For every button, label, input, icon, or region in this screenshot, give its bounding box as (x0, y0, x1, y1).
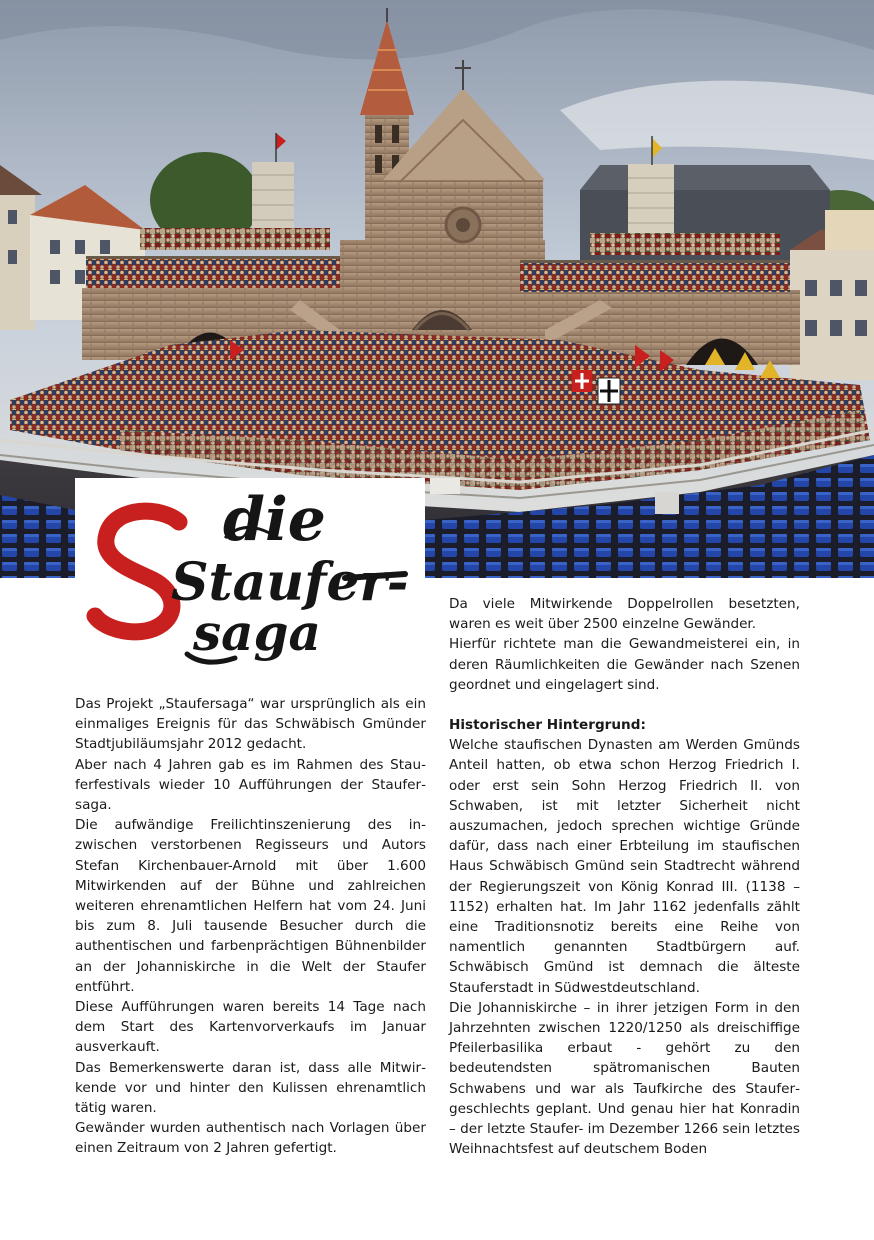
paragraph: Da viele Mitwirkende Doppelrollen besetzten, waren es weit über 2500 einzelne Gewänder. (449, 596, 800, 633)
paragraph: Die Johanniskirche – in ihrer jetzigen Form in den Jahrzehnten zwischen 1220/1250 als dreischiffige Pfeilerbasilika erbaut - gehört zu den bedeutendsten spätromanischen Bauten Schwabens und war als Taufkirche des Staufergeschlechts geplant. Und genau hier hat Konradin – der letzte Staufer- im Dezember 1266 sein letztes Weihnachtsfest auf deutschem Boden (449, 999, 800, 1158)
logo-graphic (75, 478, 425, 686)
paragraph: Diese Aufführungen waren bereits 14 Tage nach dem Start des Kartenvorverkaufs im Januar ausverkauft. (75, 999, 426, 1056)
logo-line-2: Staufer- (171, 552, 409, 613)
logo-line-3: saga (193, 603, 321, 662)
logo-s-letter (95, 511, 179, 632)
paragraph: Hierfür richtete man die Gewandmeisterei ein, in deren Räumlichkeiten die Gewänder nach Szenen geordnet und eingelagert sind. (449, 636, 800, 693)
paragraph: Das Projekt „Staufersaga“ war ursprünglich als ein einmaliges Ereignis für das Schwäbisch Gmünder Stadtjubiläumsjahr 2012 gedacht. (75, 696, 426, 753)
paragraph: Die aufwändige Freilichtinszenierung des inzwischen verstorbenen Regisseurs und Autors Stefan Kirchenbauer-Arnold mit über 1.600 Mitwirkenden auf der Bühne und zahlreichen weiteren ehrenamtlichen Helfern hat vom 24. Juni bis zum 8. Juli tausende Besucher durch die authentischen und farbenprächtigen Bühnenbilder an der Johanniskirche in die Welt der Staufer entführt. (75, 817, 426, 995)
section-heading: Historischer Hintergrund: (449, 717, 646, 734)
spectator (655, 492, 679, 514)
paragraph: Aber nach 4 Jahren gab es im Rahmen des Stauferfestivals wieder 10 Aufführungen der Staufersaga. (75, 756, 426, 814)
staufersaga-logo (75, 478, 425, 686)
paragraph: Gewänder wurden authentisch nach Vorlagen über einen Zeitraum von 2 Jahren gefertigt. (75, 1120, 426, 1157)
paragraph: Welche staufischen Dynasten am Werden Gmünds Anteil hatten, ob etwa schon Herzog Friedrich I. oder erst sein Sohn Herzog Friedrich II. von Schwaben, ist mit letzter Sicherheit nicht auszumachen, jedoch sprechen wichtige Gründe dafür, dass nach einer Erbteilung im staufischen Haus Schwäbisch Gmünd sein Stadtrecht während der Regierungszeit von König Konrad III. (1138 – 1152) erhalten hat. Im Jahr 1162 jedenfalls zählt eine Traditionsnotiz bereits eine Reihe von namentlich genannten Stadtbürgern auf. Schwäbisch Gmünd ist demnach die älteste Stauferstadt in Südwestdeutschland. (449, 737, 800, 996)
logo-line-1: die (223, 485, 326, 555)
right-text-column (449, 594, 800, 1159)
left-text-column (75, 694, 426, 1159)
paragraph: Das Bemerkenswerte daran ist, dass alle Mitwirkende vor und hinter den Kulissen ehrenamtlich tätig waren. (75, 1059, 426, 1117)
